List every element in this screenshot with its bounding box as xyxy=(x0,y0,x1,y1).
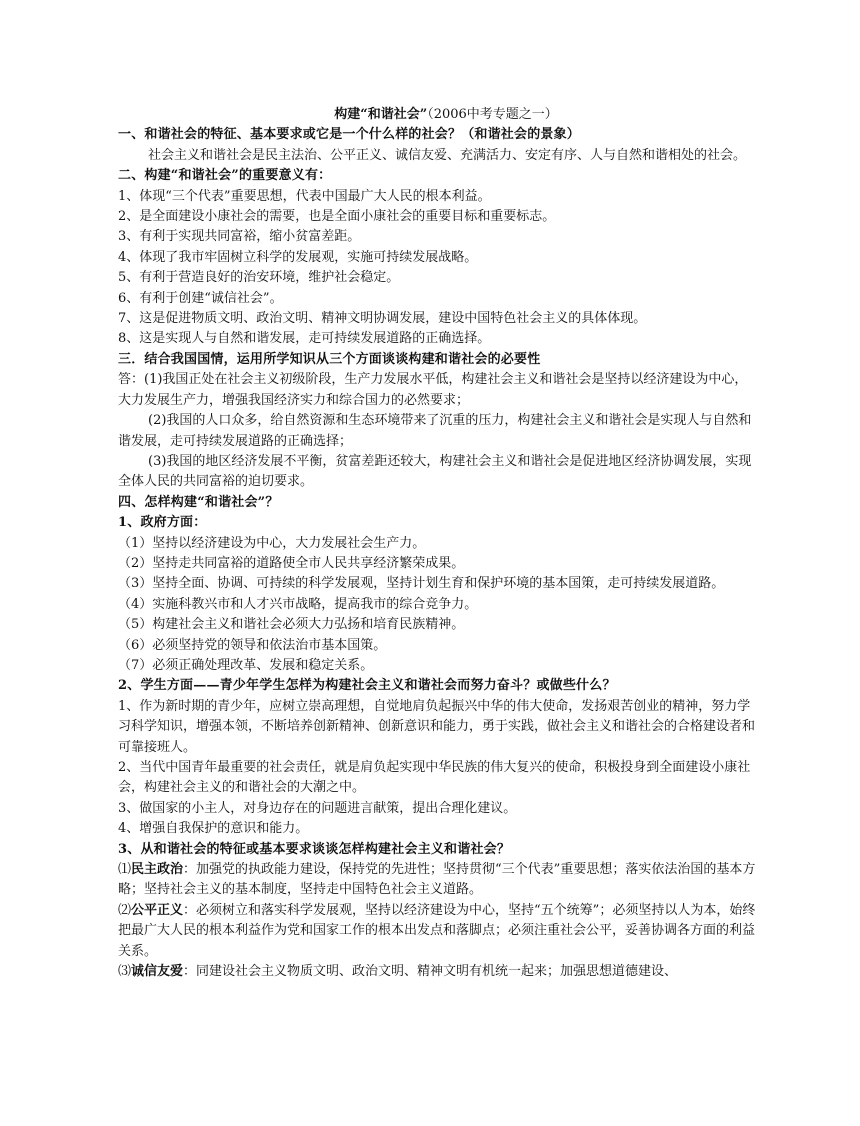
list-item: 4、体现了我市牢固树立科学的发展观，实施可持续发展战略。 xyxy=(118,249,478,265)
government-heading: 1、政府方面： xyxy=(118,515,207,531)
list-item: 7、这是促进物质文明、政治文明、精神文明协调发展，建设中国特色社会主义的具体体现。 xyxy=(118,311,647,327)
section-1-paragraph: 社会主义和谐社会是民主法治、公平正义、诚信友爱、充满活力、安定有序、人与自然和谐相处的社会。 xyxy=(148,147,747,163)
list-item xyxy=(118,901,760,962)
item-label: 民主政治 xyxy=(131,862,184,878)
answer-paragraph-2: (2)我国的人口众多，给自然资源和生态环境带来了沉重的压力，构建社会主义和谐社会是实现人与自然和谐发展，走可持续发展道路的正确选择； xyxy=(118,413,752,449)
answer-paragraph-3: (3)我国的地区经济发展不平衡，贫富差距还较大，构建社会主义和谐社会是促进地区经济协调发展，实现全体人民的共同富裕的迫切要求。 xyxy=(118,453,752,490)
item-label: 诚信友爱 xyxy=(131,964,184,980)
list-item: 4、增强自我保护的意识和能力。 xyxy=(118,821,309,837)
item-number: ⑵ xyxy=(118,902,132,918)
list-item: 8、这是实现人与自然和谐发展，走可持续发展道路的正确选择。 xyxy=(118,331,491,347)
list-item: （6）必须坚持党的领导和依法治市基本国策。 xyxy=(118,637,387,653)
document-title xyxy=(132,105,760,125)
list-item: 1、体现“三个代表”重要思想，代表中国最广大人民的根本利益。 xyxy=(118,188,491,204)
section-1-heading: 一、和谐社会的特征、基本要求或它是一个什么样的社会？（和谐社会的景象） xyxy=(118,127,581,143)
item-text: ：同建设社会主义物质文明、政治文明、精神文明有机统一起来；加强思想道德建设、 xyxy=(183,964,678,980)
list-item: （7）必须正确处理改革、发展和稳定关系。 xyxy=(118,657,374,673)
list-item: （4）实施科教兴市和人才兴市战略，提高我市的综合竞争力。 xyxy=(118,596,478,612)
list-item: （3）坚持全面、协调、可持续的科学发展观，坚持计划生育和保护环境的基本国策，走可持续发展道路。 xyxy=(118,576,725,592)
list-item: 1、作为新时期的青少年，应树立崇高理想，自觉地肩负起振兴中华的伟大使命，发扬艰苦创业的精神，努力学习科学知识，增强本领，不断培养创新精神、创新意识和能力，勇于实践，做社会主义和谐社会的合格建设者和可靠接班人。 xyxy=(118,698,756,755)
requirements-heading: 3、从和谐社会的特征或基本要求谈谈怎样构建社会主义和谐社会？ xyxy=(118,841,511,857)
list-item: （5）构建社会主义和谐社会必须大力弘扬和培育民族精神。 xyxy=(118,617,465,633)
list-item: 2、当代中国青年最重要的社会责任，就是肩负起实现中华民族的伟大复兴的使命，积极投身到全面建设小康社会，构建社会主义的和谐社会的大潮之中。 xyxy=(118,760,751,796)
item-number: ⑴ xyxy=(118,862,132,878)
list-item: 3、做国家的小主人，对身边存在的问题进言献策，提出合理化建议。 xyxy=(118,800,517,816)
title-main: 构建“和谐社会” xyxy=(334,107,428,122)
item-text: ：加强党的执政能力建设，保持党的先进性；坚持贯彻“三个代表”重要思想；落实依法治国的基本方略；坚持社会主义的基本制度，坚持走中国特色社会主义道路。 xyxy=(118,862,756,898)
title-sub: （2006中考专题之一） xyxy=(427,107,558,122)
student-heading: 2、学生方面——青少年学生怎样为构建社会主义和谐社会而努力奋斗？或做些什么？ xyxy=(118,678,616,694)
item-text: ：必须树立和落实科学发展观，坚持以经济建设为中心，坚持“五个统筹”；必须坚持以人为本，始终把最广大人民的根本利益作为党和国家工作的根本出发点和落脚点；必须注重社会公平，妥善协调各方面的利益关系。 xyxy=(118,902,756,959)
answer-paragraph-1: 答：(1)我国正处在社会主义初级阶段，生产力发展水平低，构建社会主义和谐社会是坚持以经济建设为中心，大力发展生产力，增强我国经济实力和综合国力的必然要求； xyxy=(118,372,748,408)
list-item: 5、有利于营造良好的治安环境，维护社会稳定。 xyxy=(118,270,400,286)
section-4-heading: 四、怎样构建“和谐社会”？ xyxy=(118,494,279,510)
list-item: 2、是全面建设小康社会的需要，也是全面小康社会的重要目标和重要标志。 xyxy=(118,209,556,225)
list-item xyxy=(118,962,760,982)
list-item xyxy=(118,860,760,901)
section-3-heading: 三．结合我国国情，运用所学知识从三个方面谈谈构建和谐社会的必要性 xyxy=(118,351,541,367)
list-item: 6、有利于创建“诚信社会”。 xyxy=(118,290,283,306)
section-2-heading: 二、构建“和谐社会”的重要意义有： xyxy=(118,168,332,184)
list-item: 3、有利于实现共同富裕，缩小贫富差距。 xyxy=(118,229,361,245)
list-item: （2）坚持走共同富裕的道路使全市人民共享经济繁荣成果。 xyxy=(118,555,465,571)
list-item: （1）坚持以经济建设为中心，大力发展社会生产力。 xyxy=(118,535,426,551)
item-label: 公平正义 xyxy=(131,902,184,918)
item-number: ⑶ xyxy=(118,964,132,980)
